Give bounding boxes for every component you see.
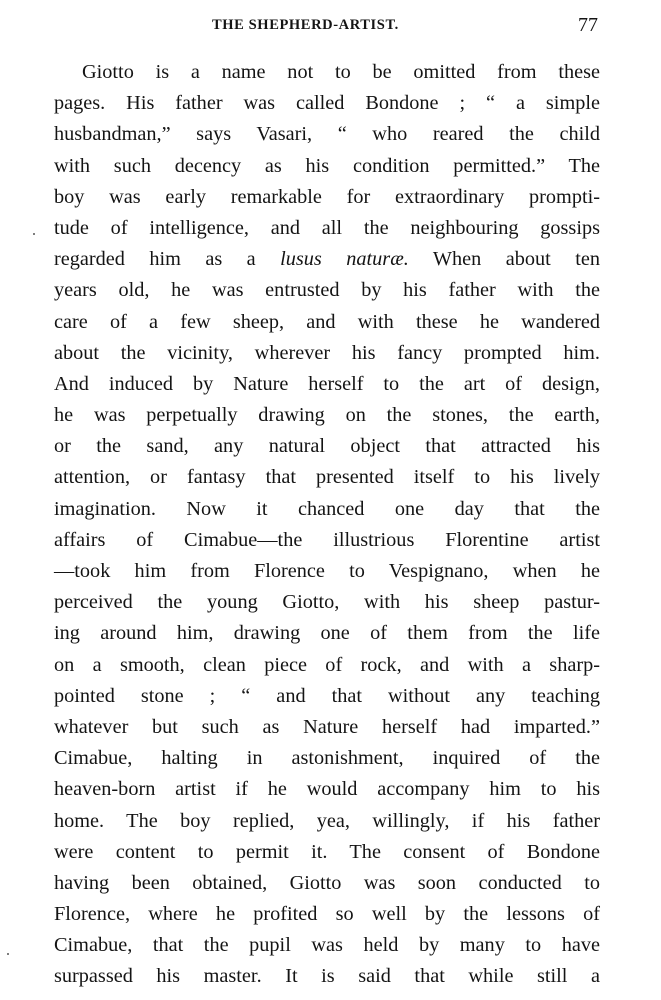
text-line: surpassed his master. It is said that while still a — [54, 965, 600, 988]
body-paragraph — [54, 57, 600, 993]
text-line: husbandman,” says Vasari, “ who reared the child — [54, 123, 600, 146]
text-line: Florence, where he profited so well by the lessons of — [54, 903, 600, 926]
text-line — [54, 244, 600, 275]
text-line: home. The boy replied, yea, willingly, if his father — [54, 809, 600, 832]
text-line: care of a few sheep, and with these he wandered — [54, 310, 600, 333]
text-line: heaven-born artist if he would accompany him to his — [54, 778, 600, 801]
text-line: or the sand, any natural object that attracted his — [54, 435, 600, 458]
text-line: attention, or fantasy that presented itself to his lively — [54, 466, 600, 489]
page-number: 77 — [578, 14, 598, 36]
text-line: Cimabue, that the pupil was held by many to have — [54, 934, 600, 957]
running-title: THE SHEPHERD-ARTIST. — [212, 17, 399, 33]
text-line: Giotto is a name not to be omitted from these — [82, 61, 600, 83]
text-line: he was perpetually drawing on the stones, the earth, — [54, 404, 600, 427]
text-line: having been obtained, Giotto was soon conducted to — [54, 871, 600, 894]
running-header — [54, 14, 600, 40]
print-speck — [7, 953, 9, 955]
text-line: years old, he was entrusted by his father with the — [54, 279, 600, 302]
text-line: —took him from Florence to Vespignano, when he — [54, 560, 600, 582]
text-line: perceived the young Giotto, with his sheep pastur- — [54, 591, 600, 614]
text-line: And induced by Nature herself to the art of design, — [54, 372, 600, 395]
text-line: pages. His father was called Bondone ; “ a simple — [54, 92, 600, 115]
text-line: on a smooth, clean piece of rock, and with a sharp- — [54, 653, 600, 676]
text-segment: regarded him as a — [54, 248, 256, 271]
text-line: were content to permit it. The consent of Bondone — [54, 840, 600, 863]
italic-phrase: lusus naturæ. — [280, 248, 409, 271]
print-speck — [33, 233, 35, 235]
text-line: ing around him, drawing one of them from the life — [54, 622, 600, 645]
text-line: boy was early remarkable for extraordinary prompti- — [54, 185, 600, 208]
text-line: pointed stone ; “ and that without any teaching — [54, 684, 600, 707]
text-segment: When about ten — [432, 248, 600, 271]
text-line: whatever but such as Nature herself had imparted.” — [54, 715, 600, 738]
text-line: tude of intelligence, and all the neighbouring gossips — [54, 216, 600, 239]
text-line: about the vicinity, wherever his fancy prompted him. — [54, 341, 600, 364]
text-line: Cimabue, halting in astonishment, inquired of the — [54, 747, 600, 770]
text-line: with such decency as his condition permitted.” The — [54, 154, 600, 177]
text-line: affairs of Cimabue—the illustrious Florentine artist — [54, 528, 600, 551]
text-line: imagination. Now it chanced one day that the — [54, 497, 600, 520]
